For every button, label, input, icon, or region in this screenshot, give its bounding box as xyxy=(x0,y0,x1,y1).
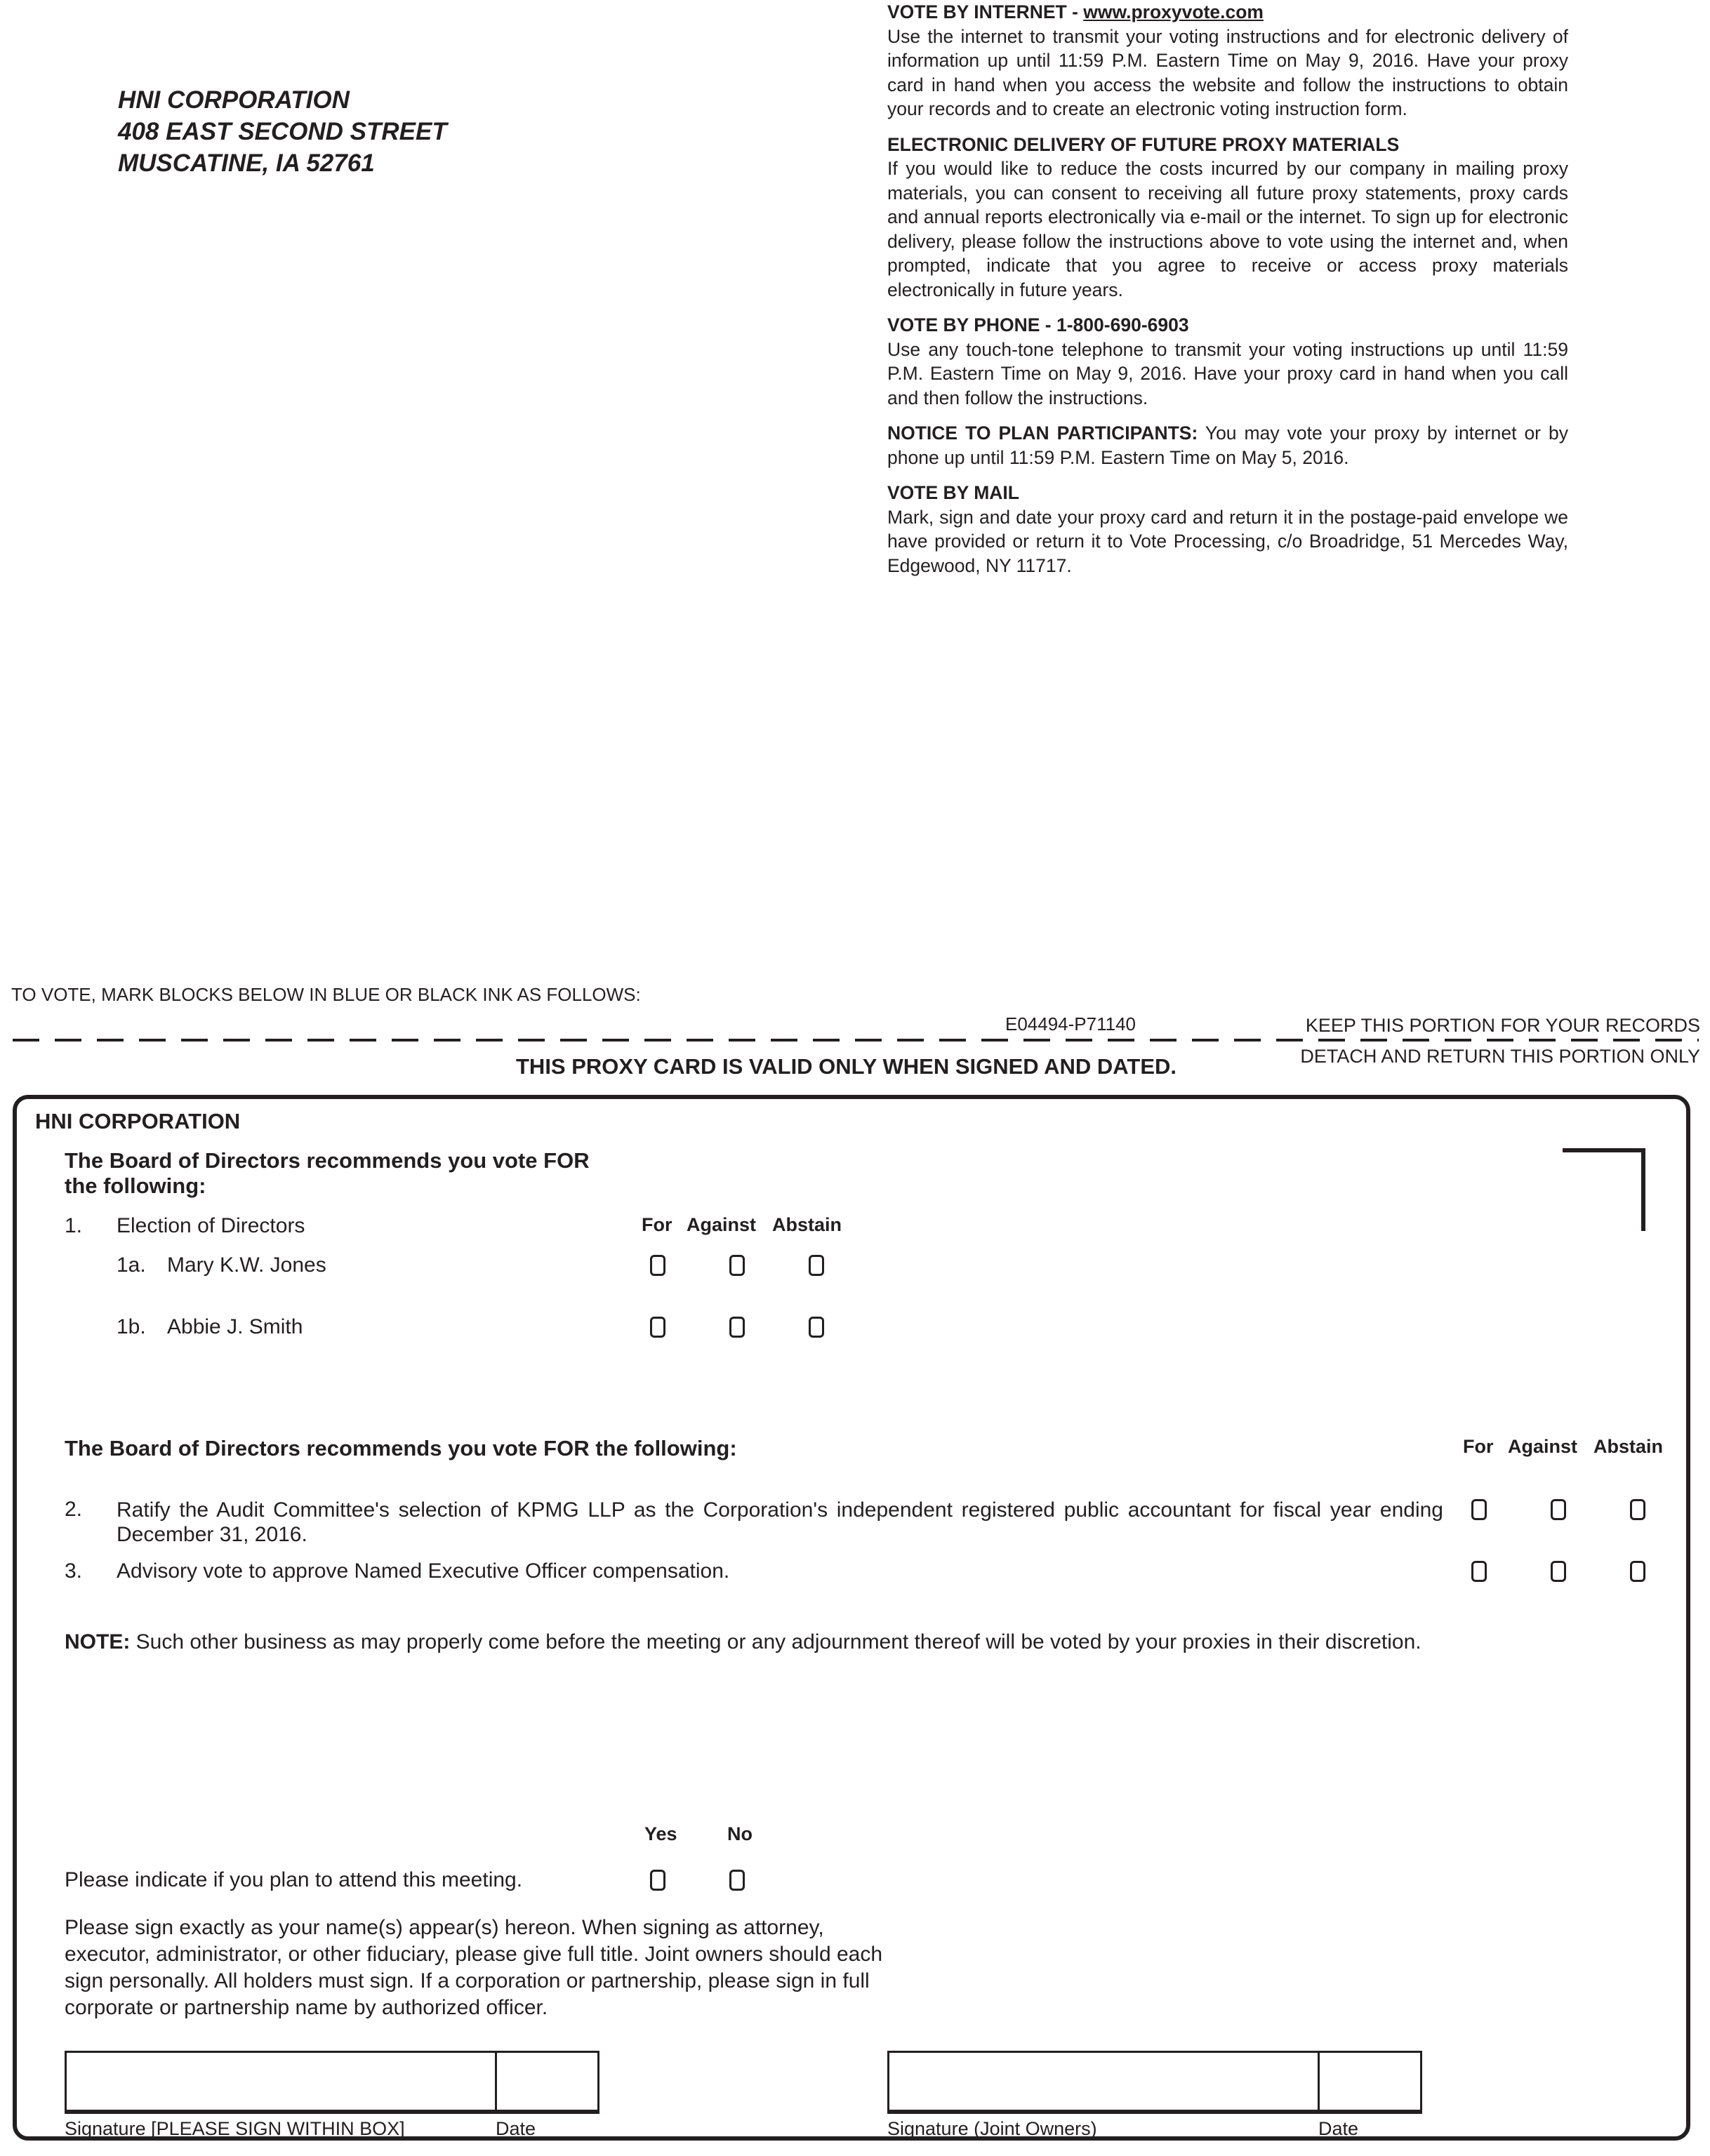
detach-line-dash xyxy=(1318,1039,1345,1042)
control-number: E04494-P71140 xyxy=(1005,1013,1136,1034)
vote-by-internet-title xyxy=(887,0,1568,25)
detach-line-dash xyxy=(1571,1039,1598,1042)
item-1-number: 1. xyxy=(65,1214,83,1237)
detach-line-dash xyxy=(644,1039,671,1042)
detach-line-dash xyxy=(560,1039,587,1042)
detach-line-dash xyxy=(518,1039,545,1042)
joint-signature-box[interactable] xyxy=(887,2051,1422,2114)
attend-no-header: No xyxy=(727,1823,753,1844)
item-2-number: 2. xyxy=(65,1498,83,1521)
proxyvote-link[interactable]: www.proxyvote.com xyxy=(1083,1,1264,22)
detach-line-dash xyxy=(1234,1039,1261,1042)
signature-box[interactable] xyxy=(65,2051,599,2114)
detach-line-dash xyxy=(687,1039,713,1042)
detach-line-dash xyxy=(771,1039,797,1042)
recommendation-1-line-1: The Board of Directors recommends you vote FOR xyxy=(65,1148,590,1173)
detach-line-dash xyxy=(265,1039,292,1042)
address-line-1: HNI CORPORATION xyxy=(118,86,350,114)
detach-line-dash xyxy=(97,1039,124,1042)
vote-by-phone-title: VOTE BY PHONE - 1-800-690-6903 xyxy=(887,314,1189,335)
keep-portion-label: KEEP THIS PORTION FOR YOUR RECORDS xyxy=(1305,1015,1700,1036)
nominee-1a-abstain-checkbox[interactable] xyxy=(809,1255,824,1276)
nominee-1a-against-checkbox[interactable] xyxy=(729,1255,745,1276)
detach-line-dash xyxy=(1360,1039,1387,1042)
note-text: Such other business as may properly come before the meeting or any adjournment thereof will be voted by your proxies in their discretion. xyxy=(130,1630,1421,1653)
electronic-delivery-body: If you would like to reduce the costs incurred by our company in mailing proxy materials, you can consent to receiving all future proxy statements, proxy cards and annual reports electronically via e-mail or the internet. To sign up for electronic delivery, please follow the instructions above to vote using the internet and, when prompted, indicate that you agree to receive or access proxy materials electronically in future years. xyxy=(887,158,1568,300)
item-2-against-checkbox[interactable] xyxy=(1551,1499,1566,1520)
detach-line-dash xyxy=(813,1039,840,1042)
card-company-name: HNI CORPORATION xyxy=(35,1109,241,1133)
vote-by-phone-section xyxy=(887,313,1568,410)
item-3-number: 3. xyxy=(65,1559,83,1583)
signature-label: Signature [PLEASE SIGN WITHIN BOX] xyxy=(65,2118,405,2139)
detach-line-dash xyxy=(1276,1039,1303,1042)
item-1-label: Election of Directors xyxy=(117,1214,305,1237)
electronic-delivery-title: ELECTRONIC DELIVERY OF FUTURE PROXY MATERIALS xyxy=(887,133,1400,155)
note-paragraph xyxy=(65,1630,1443,1654)
detach-line-dash xyxy=(434,1039,460,1042)
vote-by-internet-body: Use the internet to transmit your voting instructions and for electronic delivery of information up until 11:59 P.M. Eastern Time on May 9, 2016. Have your proxy card in hand when you access the website and follow the instructions to obtain your records and to create an electronic voting instruction form. xyxy=(887,25,1568,119)
detach-line-dash xyxy=(1023,1039,1050,1042)
nominee-1b-against-checkbox[interactable] xyxy=(729,1317,745,1338)
vote-by-mail-section xyxy=(887,481,1568,578)
vote-by-mail-body: Mark, sign and date your proxy card and return it in the postage-paid envelope we have provided or return it to Vote Processing, c/o Broadridge, 51 Mercedes Way, Edgewood, NY 11717. xyxy=(887,506,1568,576)
detach-line-dash xyxy=(1697,1039,1699,1042)
joint-signature-label: Signature (Joint Owners) xyxy=(887,2118,1097,2139)
nominee-1b-for-checkbox[interactable] xyxy=(650,1317,665,1338)
detach-line-dash xyxy=(1108,1039,1134,1042)
detach-line-dash xyxy=(1445,1039,1471,1042)
detach-line-dash xyxy=(1192,1039,1219,1042)
detach-line-dash xyxy=(55,1039,81,1042)
col-against-header-2: Against xyxy=(1508,1436,1578,1457)
detach-line-dash xyxy=(981,1039,1008,1042)
to-vote-instruction: TO VOTE, MARK BLOCKS BELOW IN BLUE OR BLACK INK AS FOLLOWS: xyxy=(11,984,641,1005)
detach-line-dash xyxy=(476,1039,503,1042)
detach-line-dash xyxy=(139,1039,166,1042)
nominee-1a-for-checkbox[interactable] xyxy=(650,1255,665,1276)
attend-yes-header: Yes xyxy=(644,1823,677,1844)
vote-by-phone-body: Use any touch-tone telephone to transmit your voting instructions up until 11:59 P.M. Eastern Time on May 9, 2016. Have your proxy card in hand when you call and then follow the instructions. xyxy=(887,338,1568,408)
address-line-3: MUSCATINE, IA 52761 xyxy=(118,149,375,177)
detach-line-dash xyxy=(602,1039,629,1042)
attend-meeting-label: Please indicate if you plan to attend this meeting. xyxy=(65,1868,523,1891)
detach-line-dash xyxy=(1403,1039,1429,1042)
vote-by-internet-section xyxy=(887,0,1568,121)
item-2-label: Ratify the Audit Committee's selection of KPMG LLP as the Corporation's independent registered public accountant for fiscal year ending December 31, 2016. xyxy=(117,1498,1443,1546)
voting-instructions xyxy=(887,0,1568,589)
item-3-label: Advisory vote to approve Named Executive Officer compensation. xyxy=(117,1559,730,1583)
col-abstain-header-2: Abstain xyxy=(1593,1436,1664,1457)
signing-instructions: Please sign exactly as your name(s) appear(s) hereon. When signing as attorney, executor, administrator, or other fiduciary, please give full title. Joint owners should each sign personally. All holders must sign. If a corporation or partnership, please sign in full corporate or partnership name by authorized officer. xyxy=(65,1916,883,2019)
item-3-abstain-checkbox[interactable] xyxy=(1630,1561,1645,1582)
col-for-header-2: For xyxy=(1463,1436,1494,1457)
item-2-abstain-checkbox[interactable] xyxy=(1630,1499,1645,1520)
nominee-1a-number: 1a. xyxy=(117,1253,146,1277)
detach-line-dash xyxy=(307,1039,334,1042)
detach-line-dash xyxy=(897,1039,924,1042)
detach-line-dash xyxy=(223,1039,250,1042)
note-label: NOTE: xyxy=(65,1630,131,1653)
plan-participants-title: NOTICE TO PLAN PARTICIPANTS: xyxy=(887,422,1198,444)
plan-participants-section xyxy=(887,421,1568,470)
item-2-for-checkbox[interactable] xyxy=(1471,1499,1487,1520)
col-abstain-header-1: Abstain xyxy=(772,1214,842,1235)
vote-by-mail-title: VOTE BY MAIL xyxy=(887,482,1019,503)
joint-date-label: Date xyxy=(1318,2118,1359,2139)
address-line-2: 408 EAST SECOND STREET xyxy=(118,118,447,145)
valid-notice: THIS PROXY CARD IS VALID ONLY WHEN SIGNED AND DATED. xyxy=(516,1054,1177,1079)
signature-date-divider xyxy=(495,2053,497,2110)
nominee-1b-name: Abbie J. Smith xyxy=(167,1315,303,1338)
electronic-delivery-section xyxy=(887,133,1568,302)
detach-line-dash xyxy=(1150,1039,1177,1042)
detach-line-dash xyxy=(1066,1039,1092,1042)
attend-no-checkbox[interactable] xyxy=(729,1870,745,1891)
plan-participants-body: You may vote your proxy by internet or by phone up until 11:59 P.M. Eastern Time on May 5, 2016. xyxy=(887,422,1568,468)
detach-line-dash xyxy=(350,1039,376,1042)
item-3-for-checkbox[interactable] xyxy=(1471,1561,1487,1582)
detach-line-dash xyxy=(1529,1039,1556,1042)
detach-line-dash xyxy=(181,1039,208,1042)
detach-line-dash xyxy=(939,1039,966,1042)
detach-line-dash xyxy=(392,1039,418,1042)
joint-signature-date-divider xyxy=(1318,2053,1320,2110)
registration-mark-icon xyxy=(1563,1148,1645,1231)
detach-line-dash xyxy=(1487,1039,1513,1042)
nominee-1b-number: 1b. xyxy=(117,1315,146,1338)
proxy-card xyxy=(13,1095,1690,2141)
nominee-1b-abstain-checkbox[interactable] xyxy=(809,1317,824,1338)
item-3-against-checkbox[interactable] xyxy=(1551,1561,1566,1582)
vote-by-internet-title-text: VOTE BY INTERNET - xyxy=(887,1,1084,22)
detach-line-dash xyxy=(729,1039,755,1042)
detach-line-dash xyxy=(855,1039,882,1042)
col-against-header-1: Against xyxy=(687,1214,757,1235)
recommendation-2: The Board of Directors recommends you vote FOR the following: xyxy=(65,1436,737,1460)
detach-portion-label: DETACH AND RETURN THIS PORTION ONLY xyxy=(1300,1046,1700,1067)
detach-line-dash xyxy=(1655,1039,1682,1042)
mailing-address xyxy=(118,84,447,179)
detach-line-dash xyxy=(1613,1039,1640,1042)
recommendation-1-line-2: the following: xyxy=(65,1173,206,1198)
nominee-1a-name: Mary K.W. Jones xyxy=(167,1253,326,1277)
detach-line-dash xyxy=(13,1039,39,1042)
date-label: Date xyxy=(496,2118,536,2139)
attend-yes-checkbox[interactable] xyxy=(650,1870,665,1891)
col-for-header-1: For xyxy=(642,1214,672,1235)
